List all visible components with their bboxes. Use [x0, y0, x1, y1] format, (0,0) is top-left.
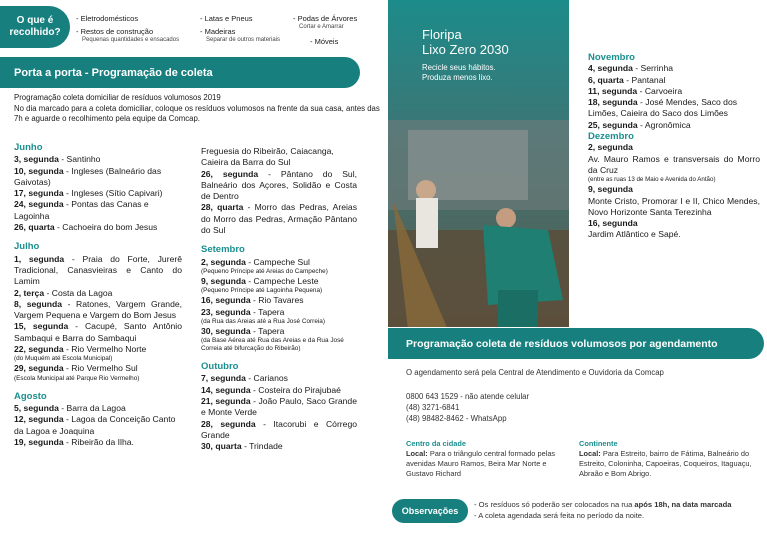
continente-text: Para Estreito, bairro de Fátima, Balneário do Estreito, Coloninha, Capoeiras, Coqueiros, Itaguaçu, Abraão e Bom Abrigo. — [579, 449, 752, 478]
schedule-entry — [588, 63, 760, 74]
entry-date: 25, segunda — [588, 119, 638, 130]
entry-date: 24, segunda — [14, 199, 64, 210]
schedule-entry — [201, 202, 357, 236]
entry-date: 26, segunda — [201, 168, 259, 179]
schedule-col-2 — [201, 146, 357, 453]
entry-date: 16, segunda — [588, 218, 638, 229]
agendamento-phones — [406, 391, 756, 424]
month-heading: Junho — [14, 142, 43, 153]
schedule-entry — [588, 120, 760, 131]
legend-item — [200, 27, 280, 45]
month-heading: Novembro — [588, 52, 635, 63]
hero-title-line2: Lixo Zero 2030 — [422, 42, 509, 57]
entry-place: - Cacupé, Santo Antônio Sambaqui e Barra do Sambaqui — [14, 321, 182, 343]
ago-list — [14, 403, 182, 448]
hero-title-line1: Floripa — [422, 27, 462, 42]
centro-block — [406, 439, 564, 479]
entry-date: 16, segunda — [201, 295, 251, 306]
month-heading: Agosto — [14, 390, 47, 402]
porta-intro — [14, 93, 386, 125]
schedule-entry — [588, 97, 760, 120]
centro-title: Centro da cidade — [406, 439, 466, 448]
legend-item — [76, 14, 138, 23]
schedule-entry — [14, 344, 182, 363]
entry-note: (da Rua das Areias até a Rua José Correia) — [201, 317, 325, 325]
obs-line1: - Os resíduos só poderão ser colocados na rua — [474, 500, 635, 509]
entry-date: 21, segunda — [201, 396, 251, 407]
hero-photo — [388, 0, 569, 327]
entry-place: - Tapera — [250, 306, 285, 317]
entry-date: 8, segunda — [14, 298, 63, 309]
entry-date: 2, terça — [14, 287, 45, 298]
entry-date: 12, segunda — [14, 414, 64, 425]
entry-date: 3, segunda — [14, 154, 59, 165]
schedule-entry — [14, 222, 182, 233]
entry-place: - Ingleses (Sítio Capivari) — [63, 188, 163, 199]
hero-sub-line2: Produza menos lixo. — [422, 73, 493, 82]
jun-list — [14, 154, 182, 233]
continente-title: Continente — [579, 439, 618, 448]
hero-subtitle — [422, 63, 496, 83]
entry-note: (Pequeno Príncipe até Areias do Campeche) — [201, 267, 328, 275]
legend-item — [76, 27, 179, 45]
entry-place: - Pântano do Sul, Balneário dos Açores, Solidão e Costa de Dentro — [201, 168, 358, 202]
entry-date: 2, segunda — [201, 256, 246, 267]
obs-line1-bold: após 18h, na data marcada — [634, 500, 732, 509]
legend-item — [200, 14, 253, 23]
hero-title — [422, 27, 509, 57]
obs-label: Observações — [401, 506, 459, 516]
entry-place: - Campeche Leste — [245, 275, 319, 286]
schedule-col-3 — [588, 52, 760, 241]
entry-place: - Campeche Sul — [245, 256, 310, 267]
phone-line: (48) 98482-8462 - WhatsApp — [406, 414, 507, 423]
entry-date: 2, segunda — [588, 142, 633, 153]
phone-line: (48) 3271-6841 — [406, 403, 460, 412]
entry-date: 29, segunda — [14, 363, 64, 374]
nov-list — [588, 63, 760, 131]
continente-local-label: Local: — [579, 449, 601, 458]
schedule-entry — [201, 419, 357, 442]
agendamento-intro: O agendamento será pela Central de Atendimento e Ouvidoria da Comcap — [406, 368, 664, 377]
continente-block — [579, 439, 759, 479]
entry-place: - Ingleses (Balneário das Gaivotas) — [14, 165, 162, 187]
legend-item — [310, 37, 338, 46]
legend-item-text: - Madeiras — [200, 27, 236, 36]
entry-note: (Escola Municipal até Parque Rio Vermelho) — [14, 374, 140, 382]
porta-banner — [0, 57, 360, 88]
legend-item-text: - Móveis — [310, 37, 339, 46]
month-heading: Outubro — [201, 361, 239, 373]
legend-item-text: - Restos de construção — [76, 27, 154, 36]
obs-line2: - A coleta agendada será feita no período da noite. — [474, 511, 645, 520]
agendamento-title: Programação coleta de resíduos volumosos por agendamento — [406, 337, 718, 350]
entry-place: - Agronômica — [637, 119, 691, 130]
schedule-entry — [201, 326, 357, 353]
entry-place: - Pantanal — [623, 74, 666, 85]
schedule-entry — [14, 166, 182, 189]
schedule-entry — [201, 385, 357, 396]
entry-place: - Rio Vermelho Sul — [63, 363, 138, 374]
entry-note: (Pequeno Príncipe até Lagoinha Pequena) — [201, 287, 323, 295]
entry-place: Monte Cristo, Promorar I e II, Chico Mendes, Novo Horizonte Santa Terezinha — [588, 195, 760, 217]
porta-intro-title: Programação coleta domiciliar de resíduos volumosos 2019 — [14, 93, 221, 102]
obs-text — [474, 499, 764, 521]
entry-date: 5, segunda — [14, 402, 59, 413]
schedule-entry — [201, 396, 357, 419]
entry-place: - Pontas das Canas e Lagoinha — [14, 199, 149, 221]
entry-date: 23, segunda — [201, 306, 251, 317]
month-heading: Julho — [14, 241, 40, 253]
schedule-col-1 — [14, 142, 182, 448]
schedule-entry — [14, 254, 182, 288]
entry-place: - Morro das Pedras, Areias do Morro das Pedras, Armação Pântano do Sul — [201, 202, 357, 236]
entry-date: 15, segunda — [14, 321, 69, 332]
ago2-list — [201, 169, 357, 237]
centro-text: Para o triângulo central formado pelas avenidas Mauro Ramos, Beira Mar Norte e Gustavo Richard — [406, 449, 556, 478]
entry-place: - Costeira do Pirajubaé — [250, 384, 341, 395]
entry-date: 17, segunda — [14, 188, 64, 199]
porta-title: Porta a porta - Programação de coleta — [14, 66, 213, 79]
schedule-entry — [201, 257, 357, 276]
entry-place: - Trindade — [241, 441, 283, 452]
legend-item-sub: Cortar e Amarrar — [299, 24, 344, 30]
entry-date: 7, segunda — [201, 373, 246, 384]
schedule-entry — [201, 307, 357, 326]
entry-date: 11, segunda — [588, 85, 638, 96]
legend-badge — [0, 6, 70, 48]
entry-place: - Carvoeira — [637, 85, 683, 96]
schedule-entry — [201, 441, 357, 452]
schedule-entry — [14, 414, 182, 437]
entry-date: 30, segunda — [201, 325, 251, 336]
entry-place: - Carianos — [245, 373, 288, 384]
legend-item-text: - Latas e Pneus — [200, 14, 253, 23]
legend-item-sub: Separar de outros materiais — [206, 37, 281, 43]
entry-date: 28, quarta — [201, 202, 244, 213]
entry-place: - Ratones, Vargem Grande, Vargem Pequena e Vargem do Bom Jesus — [14, 298, 183, 321]
entry-place: - Tapera — [250, 325, 285, 336]
legend-item-text: - Podas de Árvores — [293, 14, 358, 23]
porta-intro-body: No dia marcado para a coleta domiciliar, coloque os resíduos volumosos na frente da sua casa, antes das 7h e aguarde o recolhimento pela equipe da Comcap. — [14, 103, 380, 123]
schedule-entry — [14, 188, 182, 199]
entry-place: - Praia do Forte, Jurerê Tradicional, Canasvieiras e Canto do Lamim — [14, 253, 182, 287]
schedule-entry — [14, 299, 182, 322]
out-list — [201, 373, 357, 452]
entry-date: 30, quarta — [201, 441, 242, 452]
entry-place: - Lagoa da Conceição Canto da Lagoa e Joaquina — [14, 414, 176, 436]
entry-place: - Itacorubi e Córrego Grande — [201, 418, 358, 440]
jul-list — [14, 254, 182, 383]
hero-sub-line1: Recicle seus hábitos. — [422, 63, 496, 72]
entry-date: 28, segunda — [201, 418, 256, 429]
schedule-entry — [588, 75, 760, 86]
legend-item — [293, 14, 357, 32]
schedule-entry — [14, 154, 182, 165]
schedule-entry — [14, 403, 182, 414]
entry-place: - Rio Vermelho Norte — [63, 344, 147, 355]
entry-date: 19, segunda — [14, 436, 64, 447]
schedule-entry — [14, 199, 182, 222]
entry-date: 1, segunda — [14, 253, 65, 264]
entry-place: - Serrinha — [632, 63, 674, 74]
legend-item-sub: Pequenas quantidades e ensacados — [82, 37, 180, 43]
entry-place: - Santinho — [58, 154, 101, 165]
entry-place: - Rio Tavares — [250, 295, 304, 306]
schedule-entry — [201, 276, 357, 295]
legend-badge-line2: recolhido? — [9, 27, 61, 38]
entry-date: 10, segunda — [14, 165, 64, 176]
entry-date: 4, segunda — [588, 63, 633, 74]
entry-date: 9, segunda — [588, 184, 633, 195]
legend-item-text: - Eletrodomésticos — [76, 14, 139, 23]
entry-place: - João Paulo, Saco Grande e Monte Verde — [201, 396, 357, 418]
entry-place: - Costa da Lagoa — [44, 287, 113, 298]
entry-place: - Barra da Lagoa — [58, 402, 126, 413]
entry-place: - Ribeirão da Ilha. — [63, 436, 134, 447]
schedule-entry — [14, 288, 182, 299]
entry-note: (da Base Aérea até Rua das Areias e da Rua José Correia até bifurcação do Ribeirão) — [201, 337, 344, 353]
entry-date: 22, segunda — [14, 344, 64, 355]
schedule-entry — [14, 363, 182, 382]
schedule-entry: Freguesia do Ribeirão, Caiacanga, Caieira da Barra do Sul — [201, 146, 334, 168]
phone-line: 0800 643 1529 - não atende celular — [406, 392, 530, 401]
legend-badge-line1: O que é — [16, 15, 54, 26]
month-heading: Dezembro — [588, 131, 634, 143]
schedule-entry — [201, 169, 357, 203]
entry-date: 14, segunda — [201, 384, 251, 395]
entry-date: 26, quarta — [14, 222, 55, 233]
schedule-entry — [201, 295, 357, 306]
agendamento-banner — [388, 328, 764, 359]
entry-date: 6, quarta — [588, 74, 624, 85]
entry-date: 18, segunda — [588, 97, 638, 108]
entry-place: Av. Mauro Ramos e transversais do Morro da Cruz — [588, 153, 760, 175]
entry-place: - Cachoeira do bom Jesus — [54, 222, 158, 233]
set-list — [201, 257, 357, 353]
obs-badge — [392, 499, 468, 523]
entry-note: (entre as ruas 13 de Maio e Avenida do Antão) — [588, 176, 716, 184]
schedule-entry — [588, 86, 760, 97]
entry-place: Jardim Atlântico e Sapé. — [588, 229, 681, 240]
centro-local-label: Local: — [406, 449, 428, 458]
entry-place: - José Mendes, Saco dos Limões, Caieira do Saco dos Limões — [588, 97, 738, 119]
entry-date: 9, segunda — [201, 275, 246, 286]
schedule-entry — [14, 437, 182, 448]
schedule-entry — [201, 373, 357, 384]
schedule-entry — [14, 321, 182, 344]
entry-note: (do Muquém até Escola Municipal) — [14, 355, 113, 363]
month-heading: Setembro — [201, 244, 245, 256]
